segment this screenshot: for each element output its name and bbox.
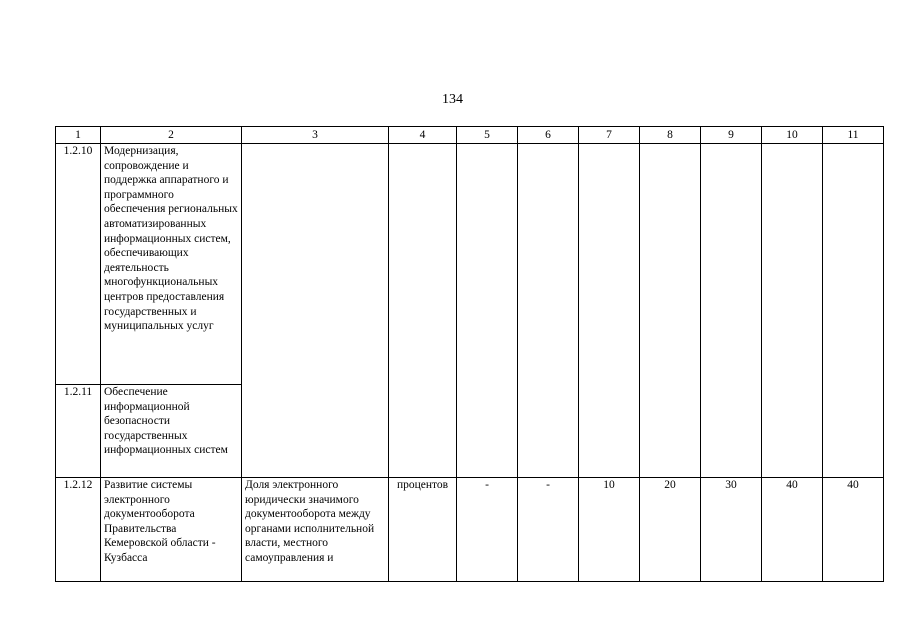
value-cell-empty (457, 144, 518, 478)
value-col-8: 20 (640, 478, 701, 582)
row-number: 1.2.11 (56, 385, 101, 478)
header-cell-6: 6 (518, 127, 579, 144)
value-cell-empty (518, 144, 579, 478)
value-col-9: 30 (701, 478, 762, 582)
page-number: 134 (442, 92, 463, 107)
header-cell-4: 4 (389, 127, 457, 144)
value-col-6: - (518, 478, 579, 582)
value-col-10: 40 (762, 478, 823, 582)
value-col-11: 40 (823, 478, 884, 582)
header-cell-11: 11 (823, 127, 884, 144)
unit: процентов (389, 478, 457, 582)
header-cell-8: 8 (640, 127, 701, 144)
header-row (56, 127, 884, 144)
header-cell-1: 1 (56, 127, 101, 144)
header-cell-10: 10 (762, 127, 823, 144)
value-cell-empty (701, 144, 762, 478)
value-cell-empty (762, 144, 823, 478)
table-row (56, 144, 884, 385)
indicator-cell-empty (242, 144, 389, 478)
activity-name: Модернизация, сопровождение и поддержка аппаратного и программного обеспечения региональных автоматизированных информационных систем, обеспечивающих деятельность многофункциональных центров предоставления государственных и муниципальных услуг (101, 144, 242, 385)
header-cell-3: 3 (242, 127, 389, 144)
value-col-5: - (457, 478, 518, 582)
indicator-name: Доля электронного юридически значимого документооборота между органами исполнительной власти, местного самоуправления и (242, 478, 389, 582)
header-cell-9: 9 (701, 127, 762, 144)
value-cell-empty (640, 144, 701, 478)
row-number: 1.2.12 (56, 478, 101, 582)
activity-name: Обеспечение информационной безопасности государственных информационных систем (101, 385, 242, 478)
value-cell-empty (579, 144, 640, 478)
row-number: 1.2.10 (56, 144, 101, 385)
value-cell-empty (823, 144, 884, 478)
value-col-7: 10 (579, 478, 640, 582)
header-cell-7: 7 (579, 127, 640, 144)
table-row (56, 478, 884, 582)
unit-cell-empty (389, 144, 457, 478)
header-cell-2: 2 (101, 127, 242, 144)
header-cell-5: 5 (457, 127, 518, 144)
program-table (55, 126, 884, 582)
activity-name: Развитие системы электронного документооборота Правительства Кемеровской области - Кузбасса (101, 478, 242, 582)
